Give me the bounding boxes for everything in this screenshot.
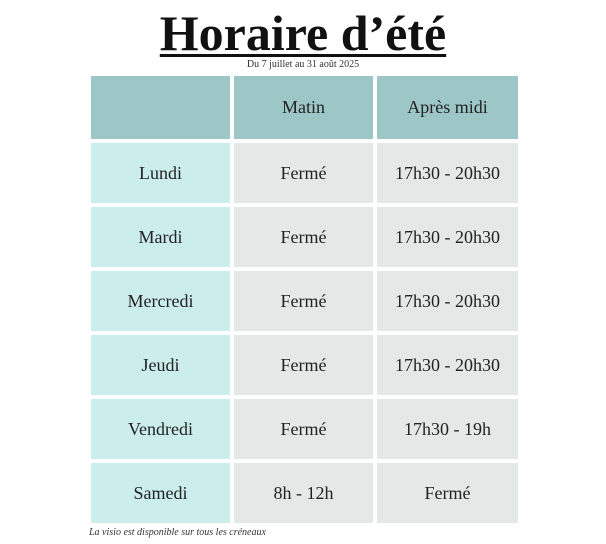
table-header-row: [91, 76, 518, 139]
page-title: [0, 4, 606, 62]
date-range-subtitle: Du 7 juillet au 31 août 2025: [246, 59, 360, 70]
afternoon-cell: 17h30 - 20h30: [377, 335, 518, 395]
table-row: [91, 207, 518, 267]
table-row: [91, 335, 518, 395]
table-row: [91, 399, 518, 459]
afternoon-cell: 17h30 - 20h30: [377, 207, 518, 267]
header-morning: Matin: [234, 76, 373, 139]
afternoon-cell: 17h30 - 20h30: [377, 143, 518, 203]
afternoon-cell: 17h30 - 20h30: [377, 271, 518, 331]
day-cell: Mercredi: [91, 271, 230, 331]
table-row: [91, 143, 518, 203]
table-row: [91, 271, 518, 331]
day-cell: Lundi: [91, 143, 230, 203]
day-cell: Mardi: [91, 207, 230, 267]
morning-cell: Fermé: [234, 143, 373, 203]
footnote: La visio est disponible sur tous les créneaux: [89, 527, 266, 538]
morning-cell: 8h - 12h: [234, 463, 373, 523]
morning-cell: Fermé: [234, 335, 373, 395]
day-cell: Vendredi: [91, 399, 230, 459]
afternoon-cell: Fermé: [377, 463, 518, 523]
morning-cell: Fermé: [234, 271, 373, 331]
day-cell: Samedi: [91, 463, 230, 523]
afternoon-cell: 17h30 - 19h: [377, 399, 518, 459]
page-title-text: Horaire d’été: [159, 5, 447, 61]
header-afternoon: Après midi: [377, 76, 518, 139]
morning-cell: Fermé: [234, 399, 373, 459]
day-cell: Jeudi: [91, 335, 230, 395]
table-row: [91, 463, 518, 523]
schedule-table: [87, 72, 522, 527]
header-corner-cell: [91, 76, 230, 139]
morning-cell: Fermé: [234, 207, 373, 267]
